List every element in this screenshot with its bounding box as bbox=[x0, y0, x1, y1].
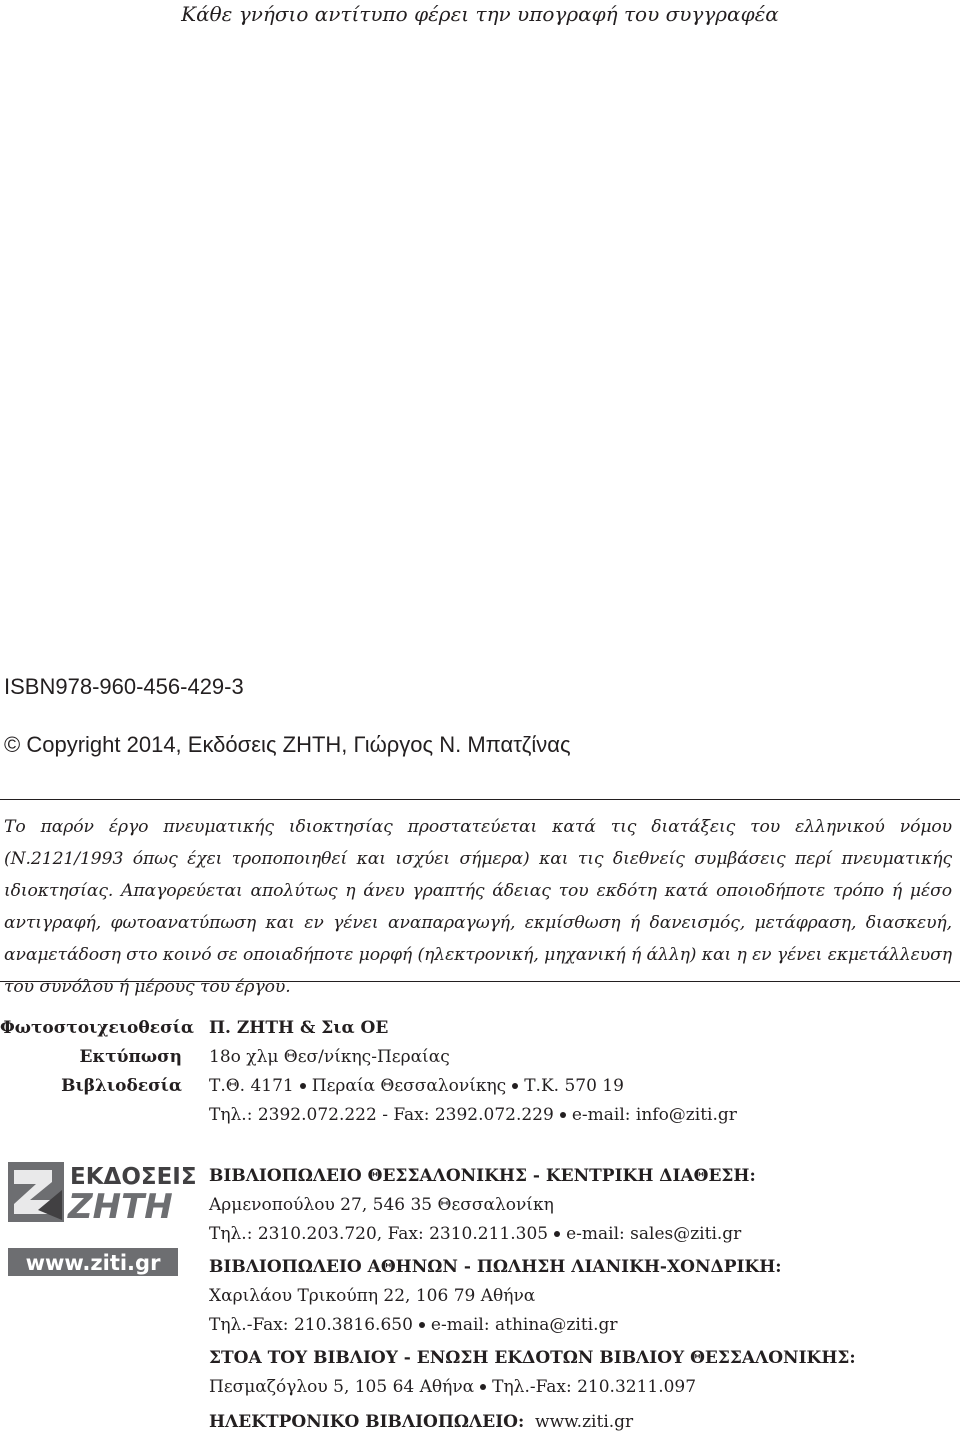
bookstore-address: Αρμενοπούλου 27, 546 35 Θεσσαλονίκη bbox=[209, 1195, 554, 1215]
printer-city: Περαία Θεσσαλονίκης bbox=[311, 1076, 507, 1096]
bookstore-thessaloniki bbox=[209, 1162, 756, 1249]
copyright-text: Copyright 2014, Εκδόσεις ΖΗΤΗ, Γιώργος Ν. Μπατζίνας bbox=[26, 732, 571, 757]
authenticity-note: Κάθε γνήσιο αντίτυπο φέρει την υπογραφή του συγγραφέα bbox=[181, 2, 779, 26]
legal-notice: Το παρόν έργο πνευματικής ιδιοκτησίας προστατεύεται κατά τις διατάξεις του ελληνικού νόμου (Ν.2121/1993 όπως έχει τροποποιηθεί και ισχύει σήμερα) και τις διεθνείς συμβάσεις περί πνευματικής ιδιοκτησίας. Απαγορεύεται απολύτως η άνευ γραπτής άδειας του εκδότη κατά οποιοδήποτε τρόπο ή μέσο αντιγραφή, φωτοανατύπωση και εν γένει αναπαραγωγή, εκμίσθωση ή δανεισμός, μετάφραση, διασκευή, αναμετάδοση στο κοινό σε οποιαδήποτε μορφή (ηλεκτρονική, μηχανική ή άλλη) και η εν γένει εκμετάλλευση του συνόλου ή μέρους του έργου. bbox=[4, 817, 952, 997]
copyright-symbol-icon: © bbox=[4, 732, 21, 757]
isbn-line bbox=[4, 673, 244, 701]
isbn-label: ISBN bbox=[4, 674, 56, 699]
bullet-icon bbox=[512, 1083, 518, 1089]
credit-binding: Βιβλιοδεσία bbox=[61, 1076, 182, 1096]
copyright-line bbox=[4, 731, 571, 759]
bullet-icon bbox=[560, 1112, 566, 1118]
bookstore-athens bbox=[209, 1253, 782, 1340]
ziti-logo-icon bbox=[8, 1160, 197, 1280]
printer-details bbox=[209, 1014, 737, 1130]
printer-phone-fax: Τηλ.: 2392.072.222 - Fax: 2392.072.229 bbox=[209, 1105, 554, 1125]
divider-top bbox=[0, 799, 960, 800]
ziti-publisher-logo bbox=[8, 1160, 197, 1280]
credit-typesetting: Φωτοστοιχειοθεσία bbox=[0, 1018, 194, 1038]
bookstore-address: Πεσμαζόγλου 5, 105 64 Αθήνα bbox=[209, 1377, 475, 1397]
production-credits bbox=[0, 1014, 194, 1101]
svg-text:www.ziti.gr: www.ziti.gr bbox=[25, 1251, 161, 1275]
bookstore-stoa bbox=[209, 1344, 856, 1402]
bookstore-heading: ΒΙΒΛΙΟΠΩΛΕΙΟ ΘΕΣΣΑΛΟΝΙΚΗΣ - ΚΕΝΤΡΙΚΗ ΔΙΑΘΕΣΗ: bbox=[209, 1166, 756, 1186]
bullet-icon bbox=[554, 1231, 560, 1237]
bookstore-heading: ΒΙΒΛΙΟΠΩΛΕΙΟ ΑΘΗΝΩΝ - ΠΩΛΗΣΗ ΛΙΑΝΙΚΗ-ΧΟΝΔΡΙΚΗ: bbox=[209, 1257, 782, 1277]
bullet-icon bbox=[480, 1384, 486, 1390]
credit-printing: Εκτύπωση bbox=[79, 1047, 182, 1067]
bookstore-email: e-mail: athina@ziti.gr bbox=[430, 1315, 618, 1335]
bookstore-heading: ΣΤΟΑ ΤΟΥ ΒΙΒΛΙΟΥ - ΕΝΩΣΗ ΕΚΔΟΤΩΝ ΒΙΒΛΙΟΥ ΘΕΣΣΑΛΟΝΙΚΗΣ: bbox=[209, 1348, 856, 1368]
bullet-icon bbox=[300, 1083, 306, 1089]
printer-email: e-mail: info@ziti.gr bbox=[571, 1105, 737, 1125]
divider-bottom bbox=[0, 981, 960, 982]
printer-name: Π. ΖΗΤΗ & Σια ΟΕ bbox=[209, 1018, 389, 1038]
online-store-link[interactable]: www.ziti.gr bbox=[535, 1412, 634, 1432]
bookstore-email: e-mail: sales@ziti.gr bbox=[566, 1224, 742, 1244]
printer-address: 18ο χλμ Θεσ/νίκης-Περαίας bbox=[209, 1047, 450, 1067]
printer-po-box: Τ.Θ. 4171 bbox=[209, 1076, 294, 1096]
svg-text:ΕΚΔΟΣΕΙΣ: ΕΚΔΟΣΕΙΣ bbox=[70, 1164, 197, 1190]
isbn-value: 978-960-456-429-3 bbox=[55, 674, 244, 699]
bookstore-heading: ΗΛΕΚΤΡΟΝΙΚΟ ΒΙΒΛΙΟΠΩΛΕΙΟ: bbox=[209, 1412, 525, 1432]
bookstore-address: Χαριλάου Τρικούπη 22, 106 79 Αθήνα bbox=[209, 1286, 536, 1306]
bookstore-phone: Τηλ.-Fax: 210.3211.097 bbox=[492, 1377, 697, 1397]
bookstore-online bbox=[209, 1408, 633, 1437]
bookstore-phone: Τηλ.-Fax: 210.3816.650 bbox=[209, 1315, 413, 1335]
svg-text:ΖΗΤΗ: ΖΗΤΗ bbox=[68, 1187, 173, 1227]
bullet-icon bbox=[419, 1322, 425, 1328]
bookstore-phone: Τηλ.: 2310.203.720, Fax: 2310.211.305 bbox=[209, 1224, 549, 1244]
printer-postal-code: Τ.Κ. 570 19 bbox=[524, 1076, 624, 1096]
